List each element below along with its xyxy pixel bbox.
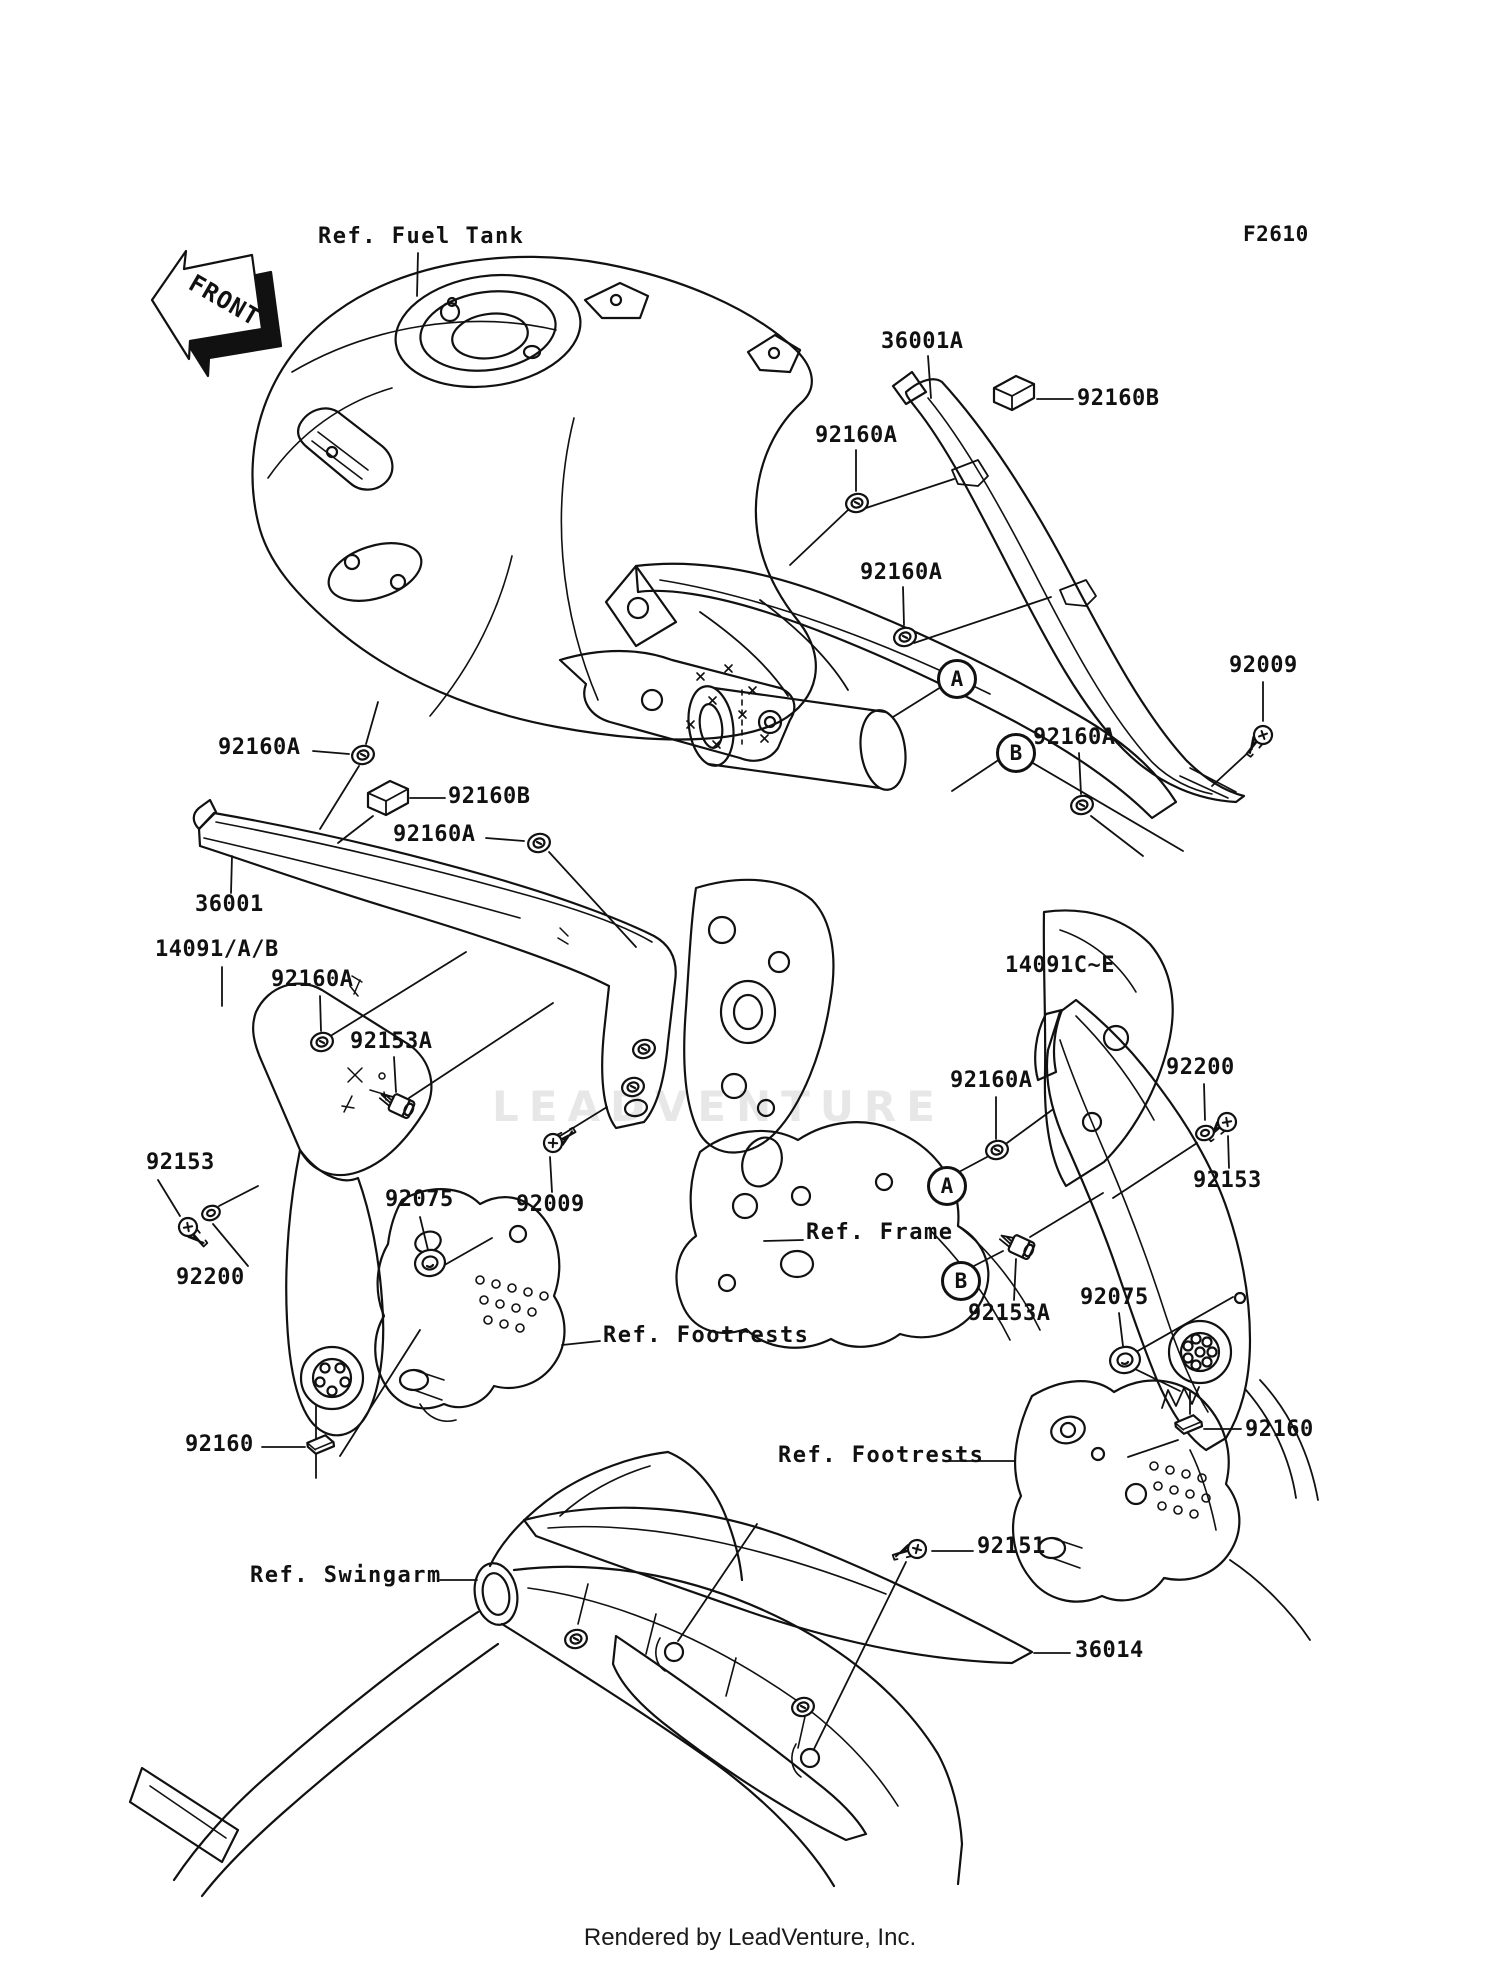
callout-36001: 36001	[195, 892, 264, 917]
callout-14091CE: 14091C~E	[1005, 953, 1115, 978]
rendered-by-credit: Rendered by LeadVenture, Inc.	[583, 1924, 917, 1951]
chain-cover-36014-drawing	[524, 1508, 1032, 1840]
ref-swingarm-label: Ref. Swingarm	[250, 1563, 442, 1588]
callout-92075-1: 92075	[385, 1187, 454, 1212]
callout-92151: 92151	[977, 1534, 1046, 1559]
footrest-bracket-left-drawing	[375, 1189, 564, 1421]
callout-92200-1: 92200	[1166, 1055, 1235, 1080]
callout-92160B-1: 92160B	[1077, 386, 1160, 411]
callout-92075-2: 92075	[1080, 1285, 1149, 1310]
view-marker-B-2: B	[941, 1261, 981, 1301]
leader-lines	[158, 253, 1263, 1749]
front-arrow	[152, 251, 281, 376]
callout-92009-1: 92009	[1229, 653, 1298, 678]
callout-14091AB: 14091/A/B	[155, 937, 279, 962]
ref-footrests-label-2: Ref. Footrests	[778, 1443, 985, 1468]
callout-92160-2: 92160	[1245, 1417, 1314, 1442]
callout-92160A-7: 92160A	[950, 1068, 1033, 1093]
leadventure-watermark: LEADVENTURE	[492, 1082, 945, 1131]
callout-92160A-4: 92160A	[218, 735, 301, 760]
callout-92160B-2: 92160B	[448, 784, 531, 809]
callout-92200-2: 92200	[176, 1265, 245, 1290]
side-cover-left-36001-drawing	[194, 800, 676, 1128]
callout-92153A-2: 92153A	[968, 1301, 1051, 1326]
ref-fuel-tank-label: Ref. Fuel Tank	[318, 224, 525, 249]
front-arrow-label: FRONT	[184, 268, 265, 332]
callout-36014: 36014	[1075, 1638, 1144, 1663]
callout-92160A-6: 92160A	[271, 967, 354, 992]
callout-92160A-2: 92160A	[860, 560, 943, 585]
figure-code-label: F2610	[1243, 222, 1309, 246]
callout-92153-2: 92153	[146, 1150, 215, 1175]
callout-92009-2: 92009	[516, 1192, 585, 1217]
callout-36001A: 36001A	[881, 329, 964, 354]
swingarm-drawing	[130, 1452, 962, 1896]
callout-92153A-1: 92153A	[350, 1029, 433, 1054]
callout-92160A-5: 92160A	[393, 822, 476, 847]
callout-92160A-1: 92160A	[815, 423, 898, 448]
fuel-tank-drawing	[252, 257, 815, 761]
ref-footrests-label-1: Ref. Footrests	[603, 1323, 810, 1348]
view-marker-A-2: A	[927, 1166, 967, 1206]
callout-92160A-3: 92160A	[1033, 725, 1116, 750]
ref-frame-label: Ref. Frame	[806, 1220, 954, 1245]
view-marker-A-1: A	[937, 659, 977, 699]
callout-92160-1: 92160	[185, 1432, 254, 1457]
callout-92153-1: 92153	[1193, 1168, 1262, 1193]
view-marker-B-1: B	[996, 733, 1036, 773]
